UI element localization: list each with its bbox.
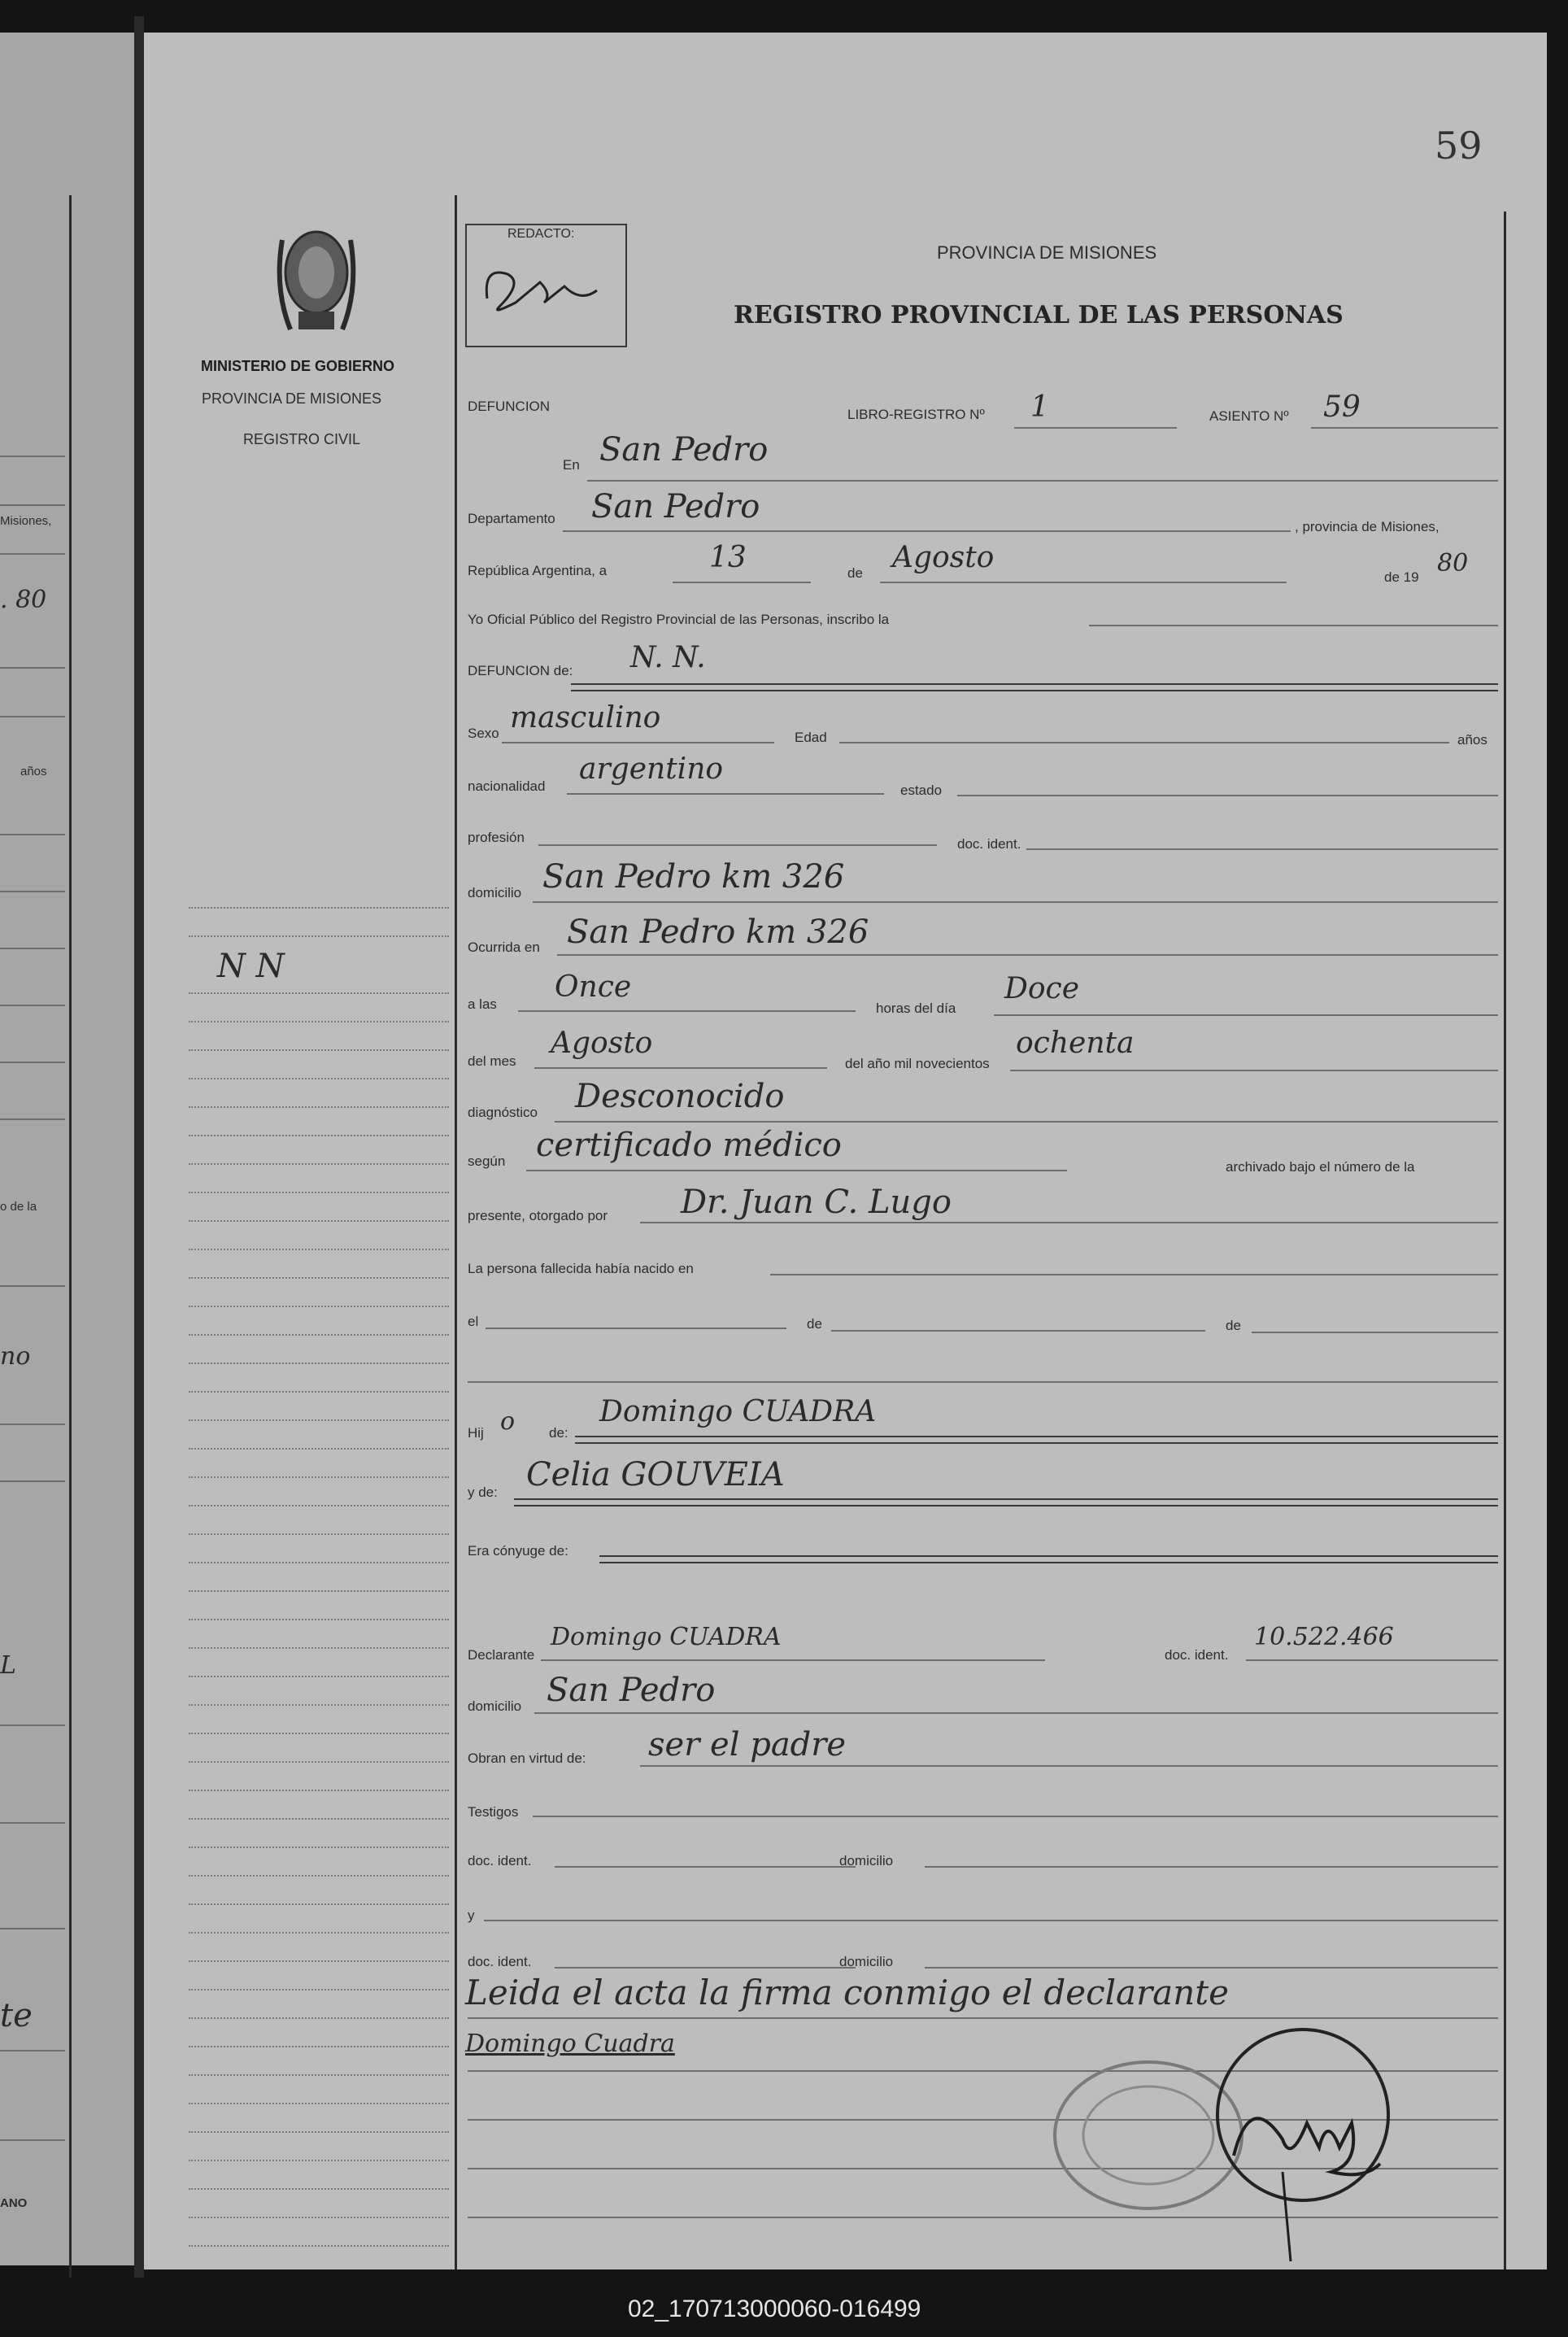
a-las-value: Once bbox=[555, 970, 632, 1004]
anio-label: de 19 bbox=[1384, 569, 1419, 585]
el-label: el bbox=[468, 1314, 479, 1329]
diagnostico-value: Desconocido bbox=[575, 1078, 785, 1115]
ministry-label: MINISTERIO DE GOBIERNO bbox=[201, 358, 395, 374]
obran-label: Obran en virtud de: bbox=[468, 1751, 586, 1766]
yo-oficial-text: Yo Oficial Público del Registro Provincial de las Personas, inscribo la bbox=[468, 612, 890, 627]
leida-note: Leida el acta la firma conmigo el declarante bbox=[465, 1973, 1229, 2012]
left-fragment: Misiones, bbox=[0, 514, 52, 528]
nacionalidad-value: argentino bbox=[579, 752, 724, 786]
sexo-value: masculino bbox=[510, 701, 661, 735]
departamento-value: San Pedro bbox=[591, 488, 760, 525]
profesion-label: profesión bbox=[468, 830, 525, 845]
defuncion-de-value: N. N. bbox=[630, 641, 706, 674]
otorgado-value: Dr. Juan C. Lugo bbox=[681, 1184, 952, 1221]
hij-value: o bbox=[500, 1407, 516, 1436]
decl-doc-value: 10.522.466 bbox=[1254, 1623, 1394, 1651]
conyuge-label: Era cónyuge de: bbox=[468, 1543, 568, 1559]
declarante-value: Domingo CUADRA bbox=[551, 1623, 782, 1651]
t2-doc-label: doc. ident. bbox=[468, 1954, 532, 1969]
nacido-label: La persona fallecida había nacido en bbox=[468, 1261, 694, 1276]
declarant-signature: Domingo Cuadra bbox=[465, 2030, 675, 2058]
redacto-stamp bbox=[465, 224, 627, 347]
left-fragment: años bbox=[20, 765, 47, 778]
t1-dom-label: domicilio bbox=[839, 1853, 894, 1868]
padre-value: Domingo CUADRA bbox=[599, 1395, 877, 1428]
registry-title: REGISTRO PROVINCIAL DE LAS PERSONAS bbox=[734, 301, 1344, 329]
en-label: En bbox=[563, 457, 580, 473]
y-de-label: y de: bbox=[468, 1485, 498, 1500]
anio-value: 80 bbox=[1437, 549, 1469, 578]
image-id-caption: 02_170713000060-016499 bbox=[628, 2296, 921, 2322]
a-las-label: a las bbox=[468, 996, 497, 1012]
left-fragment: o de la bbox=[0, 1200, 37, 1214]
de2-label: de bbox=[807, 1316, 822, 1332]
libro-label: LIBRO-REGISTRO Nº bbox=[847, 407, 985, 422]
novecientos-label: del año mil novecientos bbox=[845, 1056, 990, 1071]
horas-value: Doce bbox=[1004, 972, 1080, 1005]
nacionalidad-label: nacionalidad bbox=[468, 778, 546, 794]
left-fragment: . 80 bbox=[0, 586, 47, 614]
estado-label: estado bbox=[900, 783, 943, 798]
republica-label: República Argentina, a bbox=[468, 563, 608, 578]
del-mes-label: del mes bbox=[468, 1053, 516, 1069]
provincia-label: , provincia de Misiones, bbox=[1295, 519, 1440, 534]
diagnostico-label: diagnóstico bbox=[468, 1105, 538, 1120]
t1-doc-label: doc. ident. bbox=[468, 1853, 532, 1868]
libro-value: 1 bbox=[1030, 390, 1049, 424]
book-spine bbox=[134, 16, 144, 2278]
page-number: 59 bbox=[1435, 124, 1483, 168]
dia-value: 13 bbox=[709, 541, 747, 574]
domicilio-label: domicilio bbox=[468, 885, 522, 900]
edad-label: Edad bbox=[795, 730, 827, 745]
province-title: PROVINCIA DE MISIONES bbox=[937, 242, 1157, 263]
ocurrida-value: San Pedro km 326 bbox=[567, 913, 869, 951]
left-fragment: ANO bbox=[0, 2196, 28, 2210]
y-label: y bbox=[468, 1908, 475, 1923]
segun-value: certificado médico bbox=[536, 1127, 842, 1164]
province-label: PROVINCIA DE MISIONES bbox=[202, 390, 382, 407]
margin-name: N N bbox=[217, 948, 285, 985]
redacto-label: REDACTO: bbox=[507, 227, 575, 241]
novecientos-value: ochenta bbox=[1016, 1027, 1135, 1060]
segun-label: según bbox=[468, 1153, 506, 1169]
hij-label: Hij bbox=[468, 1425, 484, 1441]
decl-doc-label: doc. ident. bbox=[1165, 1647, 1229, 1663]
left-fragment: no bbox=[0, 1342, 31, 1371]
defuncion-de-label: DEFUNCION de: bbox=[468, 663, 573, 678]
domicilio-value: San Pedro km 326 bbox=[542, 858, 845, 896]
del-mes-value: Agosto bbox=[551, 1027, 653, 1060]
asiento-value: 59 bbox=[1323, 390, 1361, 424]
departamento-label: Departamento bbox=[468, 511, 555, 526]
horas-label: horas del día bbox=[876, 1001, 956, 1016]
coat-of-arms-icon bbox=[266, 216, 368, 370]
registry-label: REGISTRO CIVIL bbox=[243, 431, 361, 447]
t2-dom-label: domicilio bbox=[839, 1954, 894, 1969]
decl-domicilio-label: domicilio bbox=[468, 1698, 522, 1714]
de3-label: de bbox=[1226, 1318, 1241, 1333]
mes-value: Agosto bbox=[892, 541, 995, 574]
archivado-label: archivado bajo el número de la bbox=[1226, 1159, 1415, 1175]
left-fragment: L bbox=[0, 1651, 16, 1680]
left-page bbox=[0, 33, 134, 2265]
ocurrida-label: Ocurrida en bbox=[468, 940, 540, 955]
de-label: de bbox=[847, 565, 863, 581]
otorgado-label: presente, otorgado por bbox=[468, 1208, 608, 1223]
redacto-signature bbox=[475, 258, 613, 323]
register-page bbox=[144, 33, 1547, 2269]
asiento-label: ASIENTO Nº bbox=[1209, 408, 1289, 424]
testigos-label: Testigos bbox=[468, 1804, 519, 1820]
official-seal-icon bbox=[1039, 2025, 1494, 2269]
anos-label: años bbox=[1457, 732, 1487, 748]
sexo-label: Sexo bbox=[468, 726, 499, 741]
defuncion-label: DEFUNCION bbox=[468, 399, 551, 414]
en-value: San Pedro bbox=[599, 431, 769, 469]
decl-domicilio-value: San Pedro bbox=[547, 1672, 716, 1709]
declarante-label: Declarante bbox=[468, 1647, 535, 1663]
doc-ident-label: doc. ident. bbox=[957, 836, 1021, 852]
madre-value: Celia GOUVEIA bbox=[526, 1456, 785, 1493]
de-padre-label: de: bbox=[549, 1425, 568, 1441]
left-fragment: te bbox=[0, 1997, 33, 2034]
obran-value: ser el padre bbox=[648, 1726, 847, 1764]
